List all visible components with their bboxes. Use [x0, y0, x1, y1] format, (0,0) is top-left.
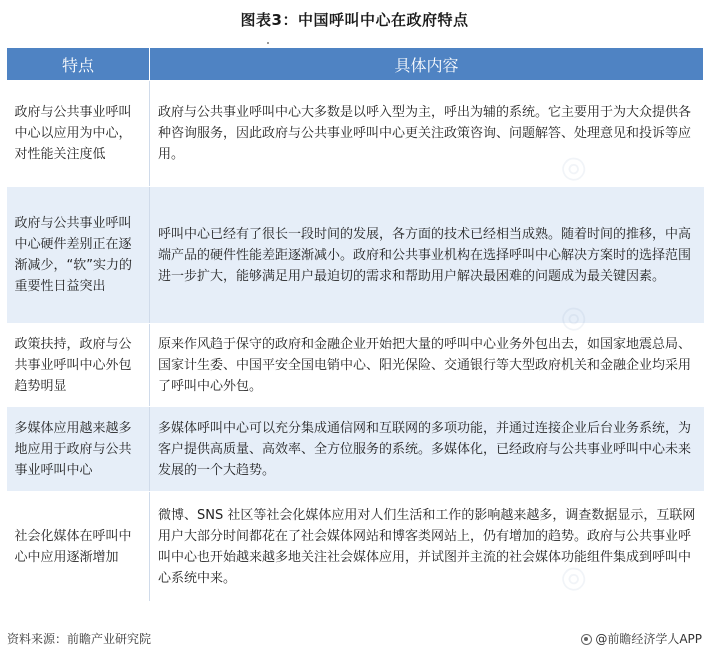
row-content: 政府与公共事业呼叫中心大多数是以呼入型为主，呼出为辅的系统。它主要用于为大众提供各种咨询服务，因此政府与公共事业呼叫中心更关注政策咨询、问题解答、处理意见和投诉等应用。	[150, 81, 704, 187]
table-row	[7, 407, 704, 492]
qianzhan-logo-icon	[581, 634, 592, 645]
brand-credit	[581, 630, 702, 647]
decorative-dot	[267, 42, 269, 44]
brand-label: @前瞻经济学人APP	[595, 632, 702, 646]
table-row	[7, 324, 704, 407]
row-content: 微博、SNS 社区等社会化媒体应用对人们生活和工作的影响越来越多，调查数据显示，互联网用户大部分时间都花在了社会媒体网站和博客类网站上，仍有增加的趋势。政府与公共事业呼叫中心也开始越来越多地关注社会媒体应用，并试图并主流的社会媒体功能组件集成到呼叫中心系统中来。	[150, 492, 704, 602]
table-row	[7, 187, 704, 324]
source-note: 资料来源：前瞻产业研究院	[7, 632, 152, 646]
row-feature: 政府与公共事业呼叫中心硬件差别正在逐渐减少，“软”实力的重要性日益突出	[7, 187, 150, 324]
footer	[7, 630, 702, 647]
table-header-row	[7, 48, 704, 81]
row-content: 原来作风趋于保守的政府和金融企业开始把大量的呼叫中心业务外包出去，如国家地震总局、国家计生委、中国平安全国电销中心、阳光保险、交通银行等大型政府机关和金融企业均采用了呼叫中心外包。	[150, 324, 704, 407]
row-feature: 政策扶持，政府与公共事业呼叫中心外包趋势明显	[7, 324, 150, 407]
header-feature: 特点	[7, 48, 150, 81]
table-row	[7, 492, 704, 602]
table-row	[7, 81, 704, 187]
header-content: 具体内容	[150, 48, 704, 81]
row-content: 呼叫中心已经有了很长一段时间的发展，各方面的技术已经相当成熟。随着时间的推移，中高端产品的硬件性能差距逐渐减小。政府和公共事业机构在选择呼叫中心解决方案时的选择范围进一步扩大，能够满足用户最迫切的需求和帮助用户解决最困难的问题成为最关键因素。	[150, 187, 704, 324]
row-feature: 社会化媒体在呼叫中心中应用逐渐增加	[7, 492, 150, 602]
page-title: 图表3：中国呼叫中心在政府特点	[240, 11, 469, 29]
row-content: 多媒体呼叫中心可以充分集成通信网和互联网的多项功能，并通过连接企业后台业务系统，为客户提供高质量、高效率、全方位服务的系统。多媒体化，已经政府与公共事业呼叫中心未来发展的一个大趋势。	[150, 407, 704, 492]
row-feature: 多媒体应用越来越多地应用于政府与公共事业呼叫中心	[7, 407, 150, 492]
row-feature: 政府与公共事业呼叫中心以应用为中心，对性能关注度低	[7, 81, 150, 187]
feature-table	[6, 47, 704, 602]
